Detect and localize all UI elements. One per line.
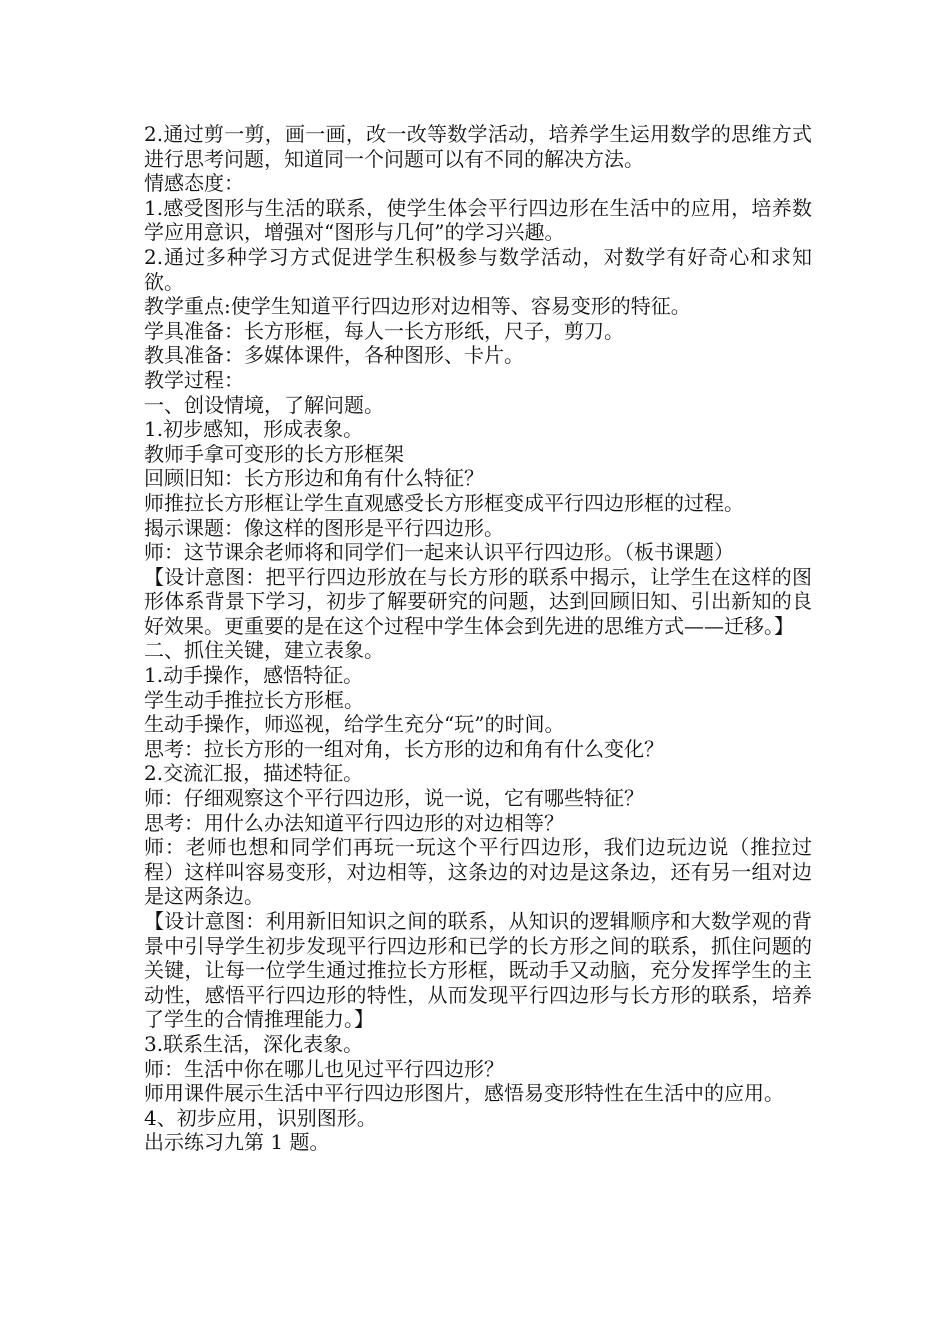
- paragraph: 1.初步感知，形成表象。: [144, 417, 364, 442]
- document-body: [144, 122, 812, 1155]
- paragraph: 一、创设情境，了解问题。: [144, 392, 384, 417]
- design-intent-note: 【设计意图：利用新旧知识之间的联系，从知识的逻辑顺序和大数学观的背景中引导学生初步发现平行四边形和已学的长方形之间的联系，抓住问题的关键，让每一位学生通过推拉长方形框，既动手又动脑，充分发挥学生的主动性，感悟平行四边形的特性，从而发现平行四边形与长方形的联系，培养了学生的合情推理能力。】: [144, 909, 812, 1032]
- paragraph: 3.联系生活，深化表象。: [144, 1031, 364, 1056]
- paragraph: 师：仔细观察这个平行四边形，说一说，它有哪些特征？: [144, 786, 644, 811]
- paragraph: 师用课件展示生活中平行四边形图片，感悟易变形特性在生活中的应用。: [144, 1081, 784, 1106]
- paragraph: 4、初步应用，识别图形。: [144, 1105, 377, 1130]
- paragraph: 出示练习九第 1 题。: [144, 1130, 330, 1155]
- paragraph: 生动手操作，师巡视，给学生充分“玩”的时间。: [144, 712, 565, 737]
- design-intent-note: 【设计意图：把平行四边形放在与长方形的联系中揭示，让学生在这样的图形体系背景下学习，初步了解要研究的问题，达到回顾旧知、引出新知的良好效果。更重要的是在这个过程中学生体会到先进的思维方式——迁移。】: [144, 564, 812, 638]
- paragraph: 1.动手操作，感悟特征。: [144, 663, 364, 688]
- paragraph: 师：老师也想和同学们再玩一玩这个平行四边形，我们边玩边说（推拉过程）这样叫容易变形，对边相等，这条边的对边是这条边，还有另一组对边是这两条边。: [144, 835, 812, 909]
- paragraph: 学生动手推拉长方形框。: [144, 687, 364, 712]
- paragraph: 学具准备：长方形框，每人一长方形纸，尺子，剪刀。: [144, 318, 624, 343]
- paragraph: 师推拉长方形框让学生直观感受长方形框变成平行四边形框的过程。: [144, 490, 744, 515]
- paragraph: 2.通过多种学习方式促进学生积极参与数学活动，对数学有好奇心和求知欲。: [144, 244, 812, 294]
- paragraph: 师：生活中你在哪儿也见过平行四边形？: [144, 1056, 504, 1081]
- paragraph: 2.交流汇报，描述特征。: [144, 761, 364, 786]
- paragraph: 教学重点:使学生知道平行四边形对边相等、容易变形的特征。: [144, 294, 691, 319]
- paragraph: 师：这节课余老师将和同学们一起来认识平行四边形。（板书课题）: [144, 540, 734, 565]
- paragraph: 情感态度：: [144, 171, 244, 196]
- paragraph: 教师手拿可变形的长方形框架: [144, 441, 404, 466]
- paragraph: 2.通过剪一剪，画一画，改一改等数学活动，培养学生运用数学的思维方式进行思考问题，知道同一个问题可以有不同的解决方法。: [144, 122, 812, 171]
- paragraph: 二、抓住关键，建立表象。: [144, 638, 384, 663]
- paragraph: 教具准备：多媒体课件，各种图形、卡片。: [144, 343, 524, 368]
- paragraph: 教学过程：: [144, 367, 244, 392]
- paragraph: 思考：用什么办法知道平行四边形的对边相等？: [144, 810, 564, 835]
- paragraph: 揭示课题：像这样的图形是平行四边形。: [144, 515, 504, 540]
- paragraph: 回顾旧知：长方形边和角有什么特征？: [144, 466, 484, 491]
- paragraph: 思考：拉长方形的一组对角，长方形的边和角有什么变化？: [144, 736, 664, 761]
- paragraph: 1.感受图形与生活的联系，使学生体会平行四边形在生活中的应用，培养数学应用意识，增强对“图形与几何”的学习兴趣。: [144, 195, 812, 245]
